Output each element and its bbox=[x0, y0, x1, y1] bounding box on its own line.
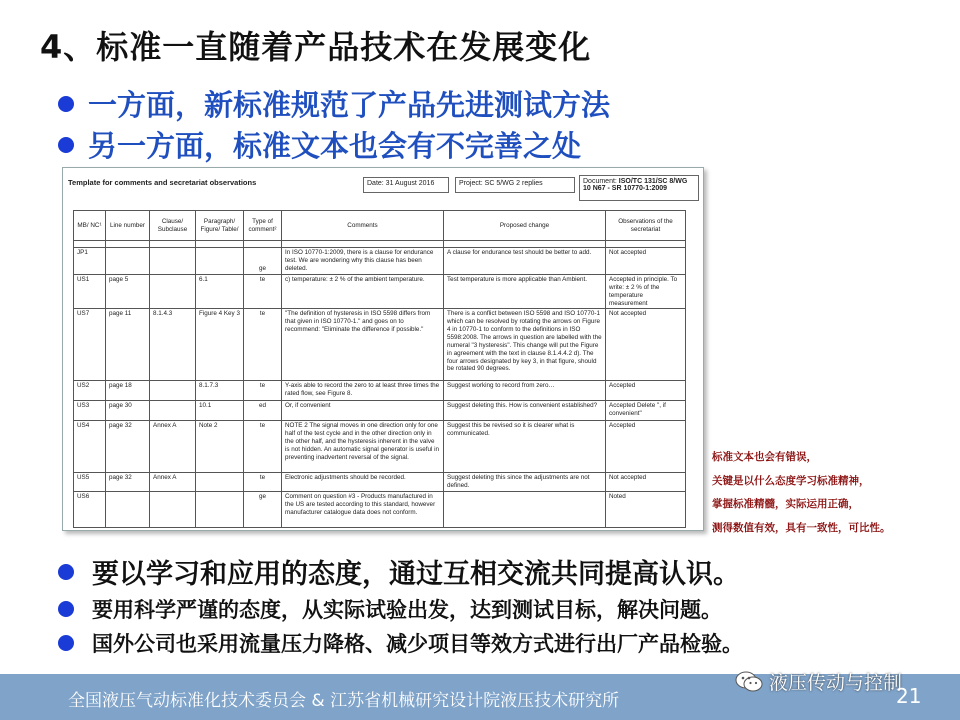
header-cell: Type of comment² bbox=[244, 211, 282, 241]
table-row bbox=[74, 309, 686, 381]
cell-clause bbox=[150, 275, 196, 309]
document-id-box bbox=[579, 175, 699, 201]
cell-type: ed bbox=[244, 401, 282, 421]
cell-line: page 5 bbox=[106, 275, 150, 309]
table-header-spacer bbox=[74, 241, 686, 248]
cell-para: 6.1 bbox=[196, 275, 244, 309]
bullet-bottom-2 bbox=[58, 594, 722, 624]
cell-comments: Electronic adjustments should be recorded. bbox=[282, 473, 444, 492]
cell-obs: Accepted in principle. To write: ± 2 % of the temperature measurement bbox=[606, 275, 686, 309]
cell-type: te bbox=[244, 309, 282, 381]
cell-mb: US1 bbox=[74, 275, 106, 309]
bullet-text: 另一方面，标准文本也会有不完善之处 bbox=[88, 129, 582, 163]
cell-mb: JP1 bbox=[74, 248, 106, 275]
cell-para: Note 2 bbox=[196, 421, 244, 473]
table-row bbox=[74, 492, 686, 528]
comments-template-document bbox=[62, 167, 704, 531]
cell-obs: Accepted bbox=[606, 381, 686, 401]
table-row bbox=[74, 381, 686, 401]
bullet-dot-icon bbox=[58, 137, 74, 153]
note-line: 关键是以什么态度学习标准精神， bbox=[712, 474, 870, 487]
cell-para bbox=[196, 248, 244, 275]
note-line: 测得数值有效，具有一致性，可比性。 bbox=[712, 521, 891, 534]
cell-type: ge bbox=[244, 492, 282, 528]
header-cell: Observations of the secretariat bbox=[606, 211, 686, 241]
bullet-text: 国外公司也采用流量压力降格、减少项目等效方式进行出厂产品检验。 bbox=[92, 632, 743, 656]
bullet-dot-icon bbox=[58, 601, 74, 617]
bullet-text: 要以学习和应用的态度，通过互相交流共同提高认识。 bbox=[92, 559, 740, 590]
cell-comments: "The definition of hysteresis in ISO 5598 differs from that given in ISO 10770-1." and goes on to recommend: "Eliminate the difference if possible." bbox=[282, 309, 444, 381]
cell-type: te bbox=[244, 381, 282, 401]
note-line: 标准文本也会有错误， bbox=[712, 451, 817, 463]
table-row bbox=[74, 248, 686, 275]
cell-line: page 18 bbox=[106, 381, 150, 401]
cell-mb: US7 bbox=[74, 309, 106, 381]
cell-obs: Not accepted bbox=[606, 309, 686, 381]
cell-change: Suggest working to record from zero… bbox=[444, 381, 606, 401]
cell-clause bbox=[150, 248, 196, 275]
cell-comments: Or, if convenient bbox=[282, 401, 444, 421]
cell-clause: Annex A bbox=[150, 421, 196, 473]
cell-clause bbox=[150, 381, 196, 401]
cell-obs: Accepted Delete ", if convenient" bbox=[606, 401, 686, 421]
cell-line: page 30 bbox=[106, 401, 150, 421]
cell-comments: NOTE 2 The signal moves in one direction only for one half of the test cycle and in the other direction only in the other half, and the hysteresis inherent in the valve is not hidden. An automatic signal generator is useful in preventing inadvertent reversal of the signal. bbox=[282, 421, 444, 473]
cell-change bbox=[444, 492, 606, 528]
header-cell: Comments bbox=[282, 211, 444, 241]
wechat-icon bbox=[735, 671, 763, 693]
table-row bbox=[74, 401, 686, 421]
table-row bbox=[74, 473, 686, 492]
table-row bbox=[74, 421, 686, 473]
cell-comments: Y-axis able to record the zero to at least three times the rated flow, see Figure 8. bbox=[282, 381, 444, 401]
cell-change: Suggest deleting this. How is convenient established? bbox=[444, 401, 606, 421]
cell-line: page 11 bbox=[106, 309, 150, 381]
bullet-bottom-1 bbox=[58, 552, 740, 591]
cell-para bbox=[196, 473, 244, 492]
header-cell: Proposed change bbox=[444, 211, 606, 241]
bullet-dot-icon bbox=[58, 564, 74, 580]
cell-type: ge bbox=[244, 248, 282, 275]
header-cell: MB/ NC¹ bbox=[74, 211, 106, 241]
cell-comments: Comment on question #3 - Products manufactured in the US are tested according to this standard, however manufacturer catalogue data does not conform. bbox=[282, 492, 444, 528]
slide-title: 4、标准一直随着产品技术在发展变化 bbox=[40, 28, 592, 66]
comments-table bbox=[73, 210, 686, 528]
bullet-bottom-3 bbox=[58, 628, 743, 658]
cell-para: 8.1.7.3 bbox=[196, 381, 244, 401]
table-header-row bbox=[74, 211, 686, 241]
cell-para: Figure 4 Key 3 bbox=[196, 309, 244, 381]
cell-change: A clause for endurance test should be better to add. bbox=[444, 248, 606, 275]
cell-type: te bbox=[244, 473, 282, 492]
cell-clause bbox=[150, 401, 196, 421]
document-header bbox=[63, 168, 703, 204]
footer-org-text: 全国液压气动标准化技术委员会 & 江苏省机械研究设计院液压技术研究所 bbox=[68, 691, 620, 711]
cell-type: te bbox=[244, 421, 282, 473]
document-id: ISO/TC 131/SC 8/WG 10 N67 - SR 10770-1:2009 bbox=[583, 178, 688, 192]
cell-change: There is a conflict between ISO 5598 and ISO 10770-1 which can be resolved by rotating the arrows on Figure 4 in 10770-1 to conform to the definitions in ISO 5598:2008. The arrows in question are labelled with the numeral "3 hysteresis". This change will put the Figure in agreement with the text in clause 8.1.4.4.2 d). The four arrows designated by key 3, in that figure, should be rotated 90 degrees. bbox=[444, 309, 606, 381]
header-cell: Clause/ Subclause bbox=[150, 211, 196, 241]
cell-change: Test temperature is more applicable than Ambient. bbox=[444, 275, 606, 309]
cell-obs: Accepted bbox=[606, 421, 686, 473]
cell-line: page 32 bbox=[106, 421, 150, 473]
brand-watermark bbox=[735, 668, 902, 695]
cell-comments: c) temperature: ± 2 % of the ambient temperature. bbox=[282, 275, 444, 309]
cell-line bbox=[106, 248, 150, 275]
cell-mb: US4 bbox=[74, 421, 106, 473]
cell-mb: US5 bbox=[74, 473, 106, 492]
cell-comments: In ISO 10770-1:2009, there is a clause for endurance test. We are wondering why this clause has been deleted. bbox=[282, 248, 444, 275]
cell-clause bbox=[150, 492, 196, 528]
cell-clause: 8.1.4.3 bbox=[150, 309, 196, 381]
cell-change: Suggest this be revised so it is clearer what is communicated. bbox=[444, 421, 606, 473]
cell-mb: US2 bbox=[74, 381, 106, 401]
red-notes bbox=[712, 446, 891, 540]
cell-mb: US6 bbox=[74, 492, 106, 528]
cell-mb: US3 bbox=[74, 401, 106, 421]
cell-line: page 32 bbox=[106, 473, 150, 492]
bullet-top-1 bbox=[58, 83, 610, 124]
table-row bbox=[74, 275, 686, 309]
bullet-text: 要用科学严谨的态度，从实际试验出发，达到测试目标，解决问题。 bbox=[92, 598, 722, 622]
cell-obs: Noted bbox=[606, 492, 686, 528]
brand-name: 液压传动与控制 bbox=[769, 672, 903, 694]
cell-obs: Not accepted bbox=[606, 473, 686, 492]
header-cell: Line number bbox=[106, 211, 150, 241]
cell-para: 10.1 bbox=[196, 401, 244, 421]
page-number: 21 bbox=[896, 684, 922, 708]
cell-type: te bbox=[244, 275, 282, 309]
header-cell: Paragraph/ Figure/ Table/ bbox=[196, 211, 244, 241]
cell-para bbox=[196, 492, 244, 528]
bullet-top-2 bbox=[58, 124, 581, 165]
document-title: Template for comments and secretariat observations bbox=[68, 178, 257, 187]
bullet-dot-icon bbox=[58, 635, 74, 651]
cell-change: Suggest deleting this since the adjustments are not defined. bbox=[444, 473, 606, 492]
cell-obs: Not accepted bbox=[606, 248, 686, 275]
document-id-label: Document: bbox=[583, 178, 619, 185]
cell-line bbox=[106, 492, 150, 528]
note-line: 掌握标准精髓，实际运用正确， bbox=[712, 498, 859, 510]
document-date: Date: 31 August 2016 bbox=[363, 177, 449, 193]
bullet-dot-icon bbox=[58, 96, 74, 112]
cell-clause: Annex A bbox=[150, 473, 196, 492]
bullet-text: 一方面，新标准规范了产品先进测试方法 bbox=[88, 88, 611, 122]
document-project: Project: SC 5/WG 2 replies bbox=[455, 177, 575, 193]
